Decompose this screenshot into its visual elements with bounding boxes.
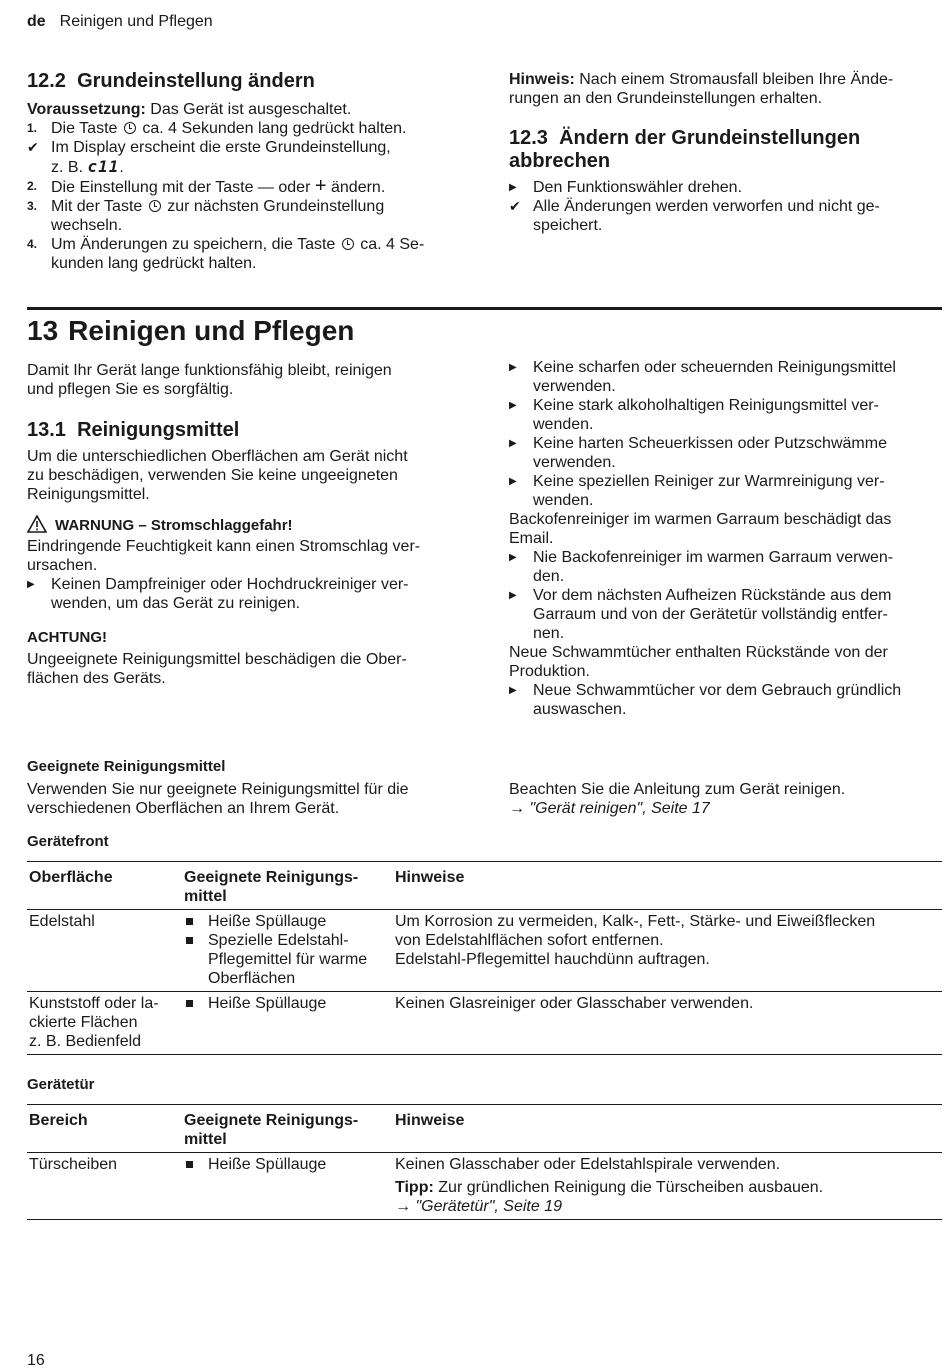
device-door-table — [27, 1104, 942, 1220]
advice-item — [509, 548, 944, 586]
section-12-3-heading — [509, 127, 939, 173]
table-header-row — [27, 1105, 942, 1153]
list-item — [184, 994, 391, 1013]
prereq-label: Voraussetzung: — [27, 101, 146, 118]
result-text: Alle Änderungen werden verworfen und nicht ge- — [533, 198, 880, 215]
table-cell: Edelstahl — [27, 910, 182, 992]
item-text: Oberflächen — [208, 970, 296, 987]
language-tag: de — [27, 13, 46, 30]
suitable-cleaners-ref — [509, 780, 939, 818]
step-3 — [27, 197, 467, 235]
triangle-bullet-icon: ▶ — [509, 182, 517, 193]
item-text: Heiße Spüllauge — [208, 995, 327, 1012]
cell-text: z. B. Bedienfeld — [29, 1033, 142, 1050]
suitable-cleaners-text — [27, 780, 477, 818]
advice-list-2 — [509, 548, 944, 643]
note-label: Hinweis: — [509, 71, 575, 88]
column-header: Hinweise — [393, 1105, 942, 1153]
paragraph-text: Reinigungsmittel. — [27, 486, 150, 503]
prereq-text: Das Gerät ist ausgeschaltet. — [150, 101, 352, 118]
advice-text: Keine speziellen Reiniger zur Warmreinigung ver- — [533, 473, 885, 490]
triangle-bullet-icon: ▶ — [509, 552, 517, 563]
result-text: z. B. — [51, 159, 84, 176]
step-number: 4. — [27, 237, 38, 251]
advice-text: Garraum und von der Gerätetür vollständig entfer- — [533, 606, 888, 623]
section-13-1-heading — [27, 419, 239, 442]
paragraph-text: Produktion. — [509, 663, 590, 680]
clock-icon — [342, 238, 354, 250]
paragraph-text: Email. — [509, 530, 554, 547]
step-text: ändern. — [331, 179, 386, 196]
item-text: Pflegemittel für warme — [208, 951, 368, 968]
square-bullet-icon — [186, 1161, 193, 1168]
chapter-number: 13 — [27, 315, 59, 346]
table-cell — [182, 992, 393, 1055]
advice-text: Neue Schwammtücher vor dem Gebrauch gründlich — [533, 682, 902, 699]
steps-list — [27, 119, 467, 273]
triangle-bullet-icon: ▶ — [27, 579, 35, 590]
note-text: Nach einem Stromausfall bleiben Ihre Ände- — [579, 71, 894, 88]
warning-list — [27, 575, 477, 613]
column-header: Oberfläche — [27, 862, 182, 910]
triangle-bullet-icon: ▶ — [509, 438, 517, 449]
paragraph-text: Verwenden Sie nur geeignete Reinigungsmittel für die — [27, 781, 409, 798]
square-bullet-icon — [186, 1000, 193, 1007]
tip-text: Zur gründlichen Reinigung die Türscheiben ausbauen. — [438, 1179, 824, 1196]
device-door-heading: Gerätetür — [27, 1076, 95, 1093]
advice-list-3 — [509, 681, 944, 719]
table-cell: Keinen Glasreiniger oder Glasschaber verwenden. — [393, 992, 942, 1055]
paragraph-text: Neue Schwammtücher enthalten Rückstände von der — [509, 644, 888, 661]
advice-text: auswaschen. — [533, 701, 627, 718]
action-text: wenden, um das Gerät zu reinigen. — [51, 595, 301, 612]
step-text: zur nächsten Grundeinstellung — [167, 198, 385, 215]
warning-heading — [27, 515, 293, 535]
advice-text: verwenden. — [533, 454, 616, 471]
step-4 — [27, 235, 467, 273]
list-item — [184, 931, 391, 988]
section-12-2-body — [27, 100, 467, 273]
warning-action — [27, 575, 477, 613]
note-text: von Edelstahlflächen sofort entfernen. — [395, 932, 664, 949]
cross-reference-link[interactable]: → "Gerätetür", Seite 19 — [395, 1198, 562, 1215]
result-1 — [27, 138, 467, 177]
note-block — [509, 70, 939, 108]
advice-text: verwenden. — [533, 378, 616, 395]
minus-icon: — — [257, 179, 274, 196]
action-item — [509, 178, 939, 197]
header-title: Reinigen und Pflegen — [59, 13, 213, 30]
chapter-divider — [27, 307, 942, 310]
page-number: 16 — [27, 1352, 45, 1369]
advice-text: Keine stark alkoholhaltigen Reinigungsmittel ver- — [533, 397, 879, 414]
advice-text: den. — [533, 568, 565, 585]
section-number: 13.1 — [27, 419, 66, 441]
advice-text: wenden. — [533, 416, 594, 433]
paragraph-text: Backofenreiniger im warmen Garraum beschädigt das — [509, 511, 892, 528]
advice-item — [509, 358, 944, 396]
result-text: . — [119, 159, 124, 176]
cross-reference-link[interactable]: → "Gerät reinigen", Seite 17 — [509, 800, 710, 817]
caution-text: flächen des Geräts. — [27, 670, 166, 687]
step-text: ca. 4 Se- — [360, 236, 425, 253]
section-title: abbrechen — [509, 150, 611, 172]
chapter-title: Reinigen und Pflegen — [68, 315, 355, 346]
caution-text: Ungeeignete Reinigungsmittel beschädigen die Ober- — [27, 651, 407, 668]
step-number: 2. — [27, 179, 38, 193]
note-text: Um Korrosion zu vermeiden, Kalk-, Fett-, Stärke- und Eiweißflecken — [395, 913, 876, 930]
checkmark-icon: ✔ — [509, 198, 521, 214]
section-number: 12.3 — [509, 127, 548, 149]
advice-item — [509, 434, 944, 472]
suitable-cleaners-heading: Geeignete Reinigungsmittel — [27, 758, 226, 775]
table-cell — [182, 910, 393, 992]
table-cell — [393, 1153, 942, 1220]
triangle-bullet-icon: ▶ — [509, 685, 517, 696]
column-header — [182, 862, 393, 910]
chapter-intro — [27, 361, 477, 399]
prerequisite — [27, 100, 467, 119]
table-cell: Türscheiben — [27, 1153, 182, 1220]
clock-icon — [124, 122, 136, 134]
table-cell — [182, 1153, 393, 1220]
advice-paragraph — [509, 510, 944, 548]
advice-text: Nie Backofenreiniger im warmen Garraum verwen- — [533, 549, 894, 566]
section-12-2-heading — [27, 70, 315, 93]
caution-heading: ACHTUNG! — [27, 629, 107, 646]
column-header: Hinweise — [393, 862, 942, 910]
square-bullet-icon — [186, 937, 193, 944]
table-header-row — [27, 862, 942, 910]
header-text: mittel — [184, 1131, 227, 1148]
tip — [395, 1178, 940, 1216]
warning-text: ursachen. — [27, 557, 98, 574]
step-text: Die Taste — [51, 120, 118, 137]
section-title: Reinigungsmittel — [77, 419, 240, 441]
intro-text: Damit Ihr Gerät lange funktionsfähig bleibt, reinigen — [27, 362, 392, 379]
warning-title: WARNUNG – Stromschlaggefahr! — [55, 517, 293, 534]
step-text: wechseln. — [51, 217, 123, 234]
result-text: speichert. — [533, 217, 603, 234]
list-item — [184, 1155, 391, 1174]
section-number: 12.2 — [27, 70, 66, 92]
triangle-bullet-icon: ▶ — [509, 400, 517, 411]
note-text: Keinen Glasschaber oder Edelstahlspirale verwenden. — [395, 1156, 781, 1173]
note-text: Edelstahl-Pflegemittel hauchdünn auftragen. — [395, 951, 710, 968]
step-text: Um Änderungen zu speichern, die Taste — [51, 236, 336, 253]
table-cell — [393, 910, 942, 992]
item-text: Spezielle Edelstahl- — [208, 932, 349, 949]
steps-list — [509, 178, 939, 235]
step-text: oder — [278, 179, 311, 196]
header-text: Geeignete Reinigungs- — [184, 1112, 359, 1129]
header-text: mittel — [184, 888, 227, 905]
table-row — [27, 1153, 942, 1220]
warning-triangle-icon — [27, 515, 47, 533]
list-item — [184, 912, 391, 931]
step-1 — [27, 119, 467, 138]
triangle-bullet-icon: ▶ — [509, 476, 517, 487]
step-text: kunden lang gedrückt halten. — [51, 255, 257, 272]
advice-item — [509, 586, 944, 643]
advice-text: Vor dem nächsten Aufheizen Rückstände aus dem — [533, 587, 892, 604]
action-text: Den Funktionswähler drehen. — [533, 179, 743, 196]
page-header — [27, 12, 213, 31]
intro-text: und pflegen Sie es sorgfältig. — [27, 381, 234, 398]
note-text: rungen an den Grundeinstellungen erhalten. — [509, 90, 823, 107]
advice-item — [509, 396, 944, 434]
column-header — [182, 1105, 393, 1153]
square-bullet-icon — [186, 918, 193, 925]
advice-text: Keine scharfen oder scheuernden Reinigungsmittel — [533, 359, 896, 376]
paragraph-text: Beachten Sie die Anleitung zum Gerät reinigen. — [509, 781, 846, 798]
warning-text: Eindringende Feuchtigkeit kann einen Stromschlag ver- — [27, 538, 421, 555]
caution-body — [27, 650, 477, 688]
advice-item — [509, 472, 944, 510]
checkmark-icon: ✔ — [27, 139, 39, 155]
action-text: Keinen Dampfreiniger oder Hochdruckreiniger ver- — [51, 576, 409, 593]
step-text: Mit der Taste — [51, 198, 143, 215]
section-12-3-body — [509, 178, 939, 235]
plus-icon: + — [314, 175, 327, 197]
step-number: 1. — [27, 121, 38, 135]
advice-paragraph — [509, 643, 944, 681]
cleaning-advice-column — [509, 358, 944, 719]
item-text: Heiße Spüllauge — [208, 1156, 327, 1173]
warning-body — [27, 537, 477, 613]
device-front-table — [27, 861, 942, 1055]
triangle-bullet-icon: ▶ — [509, 590, 517, 601]
column-header: Bereich — [27, 1105, 182, 1153]
header-text: Geeignete Reinigungs- — [184, 869, 359, 886]
advice-item — [509, 681, 944, 719]
table-row — [27, 910, 942, 992]
advice-text: nen. — [533, 625, 565, 642]
advice-list-1 — [509, 358, 944, 510]
section-title: Ändern der Grundeinstellungen — [559, 127, 861, 149]
step-text: ca. 4 Sekunden lang gedrückt halten. — [142, 120, 407, 137]
tip-label: Tipp: — [395, 1179, 434, 1196]
cell-text: Kunststoff oder la- — [29, 995, 159, 1012]
paragraph-text: verschiedenen Oberflächen an Ihrem Gerät. — [27, 800, 340, 817]
cell-text: ckierte Flächen — [29, 1014, 138, 1031]
table-row — [27, 992, 942, 1055]
device-front-heading: Gerätefront — [27, 833, 109, 850]
triangle-bullet-icon: ▶ — [509, 362, 517, 373]
result-text: Im Display erscheint die erste Grundeinstellung, — [51, 139, 391, 156]
result-item — [509, 197, 939, 235]
paragraph-text: Um die unterschiedlichen Oberflächen am Gerät nicht — [27, 448, 408, 465]
advice-text: Keine harten Scheuerkissen oder Putzschwämme — [533, 435, 887, 452]
paragraph-text: zu beschädigen, verwenden Sie keine ungeeigneten — [27, 467, 398, 484]
table-cell — [27, 992, 182, 1055]
clock-icon — [149, 200, 161, 212]
section-13-1-intro — [27, 447, 477, 504]
step-2 — [27, 177, 467, 197]
step-text: Die Einstellung mit der Taste — [51, 179, 254, 196]
step-number: 3. — [27, 199, 38, 213]
advice-text: wenden. — [533, 492, 594, 509]
item-text: Heiße Spüllauge — [208, 913, 327, 930]
display-code: c11 — [87, 157, 120, 176]
section-title: Grundeinstellung ändern — [77, 70, 315, 92]
chapter-13-heading — [27, 315, 354, 347]
